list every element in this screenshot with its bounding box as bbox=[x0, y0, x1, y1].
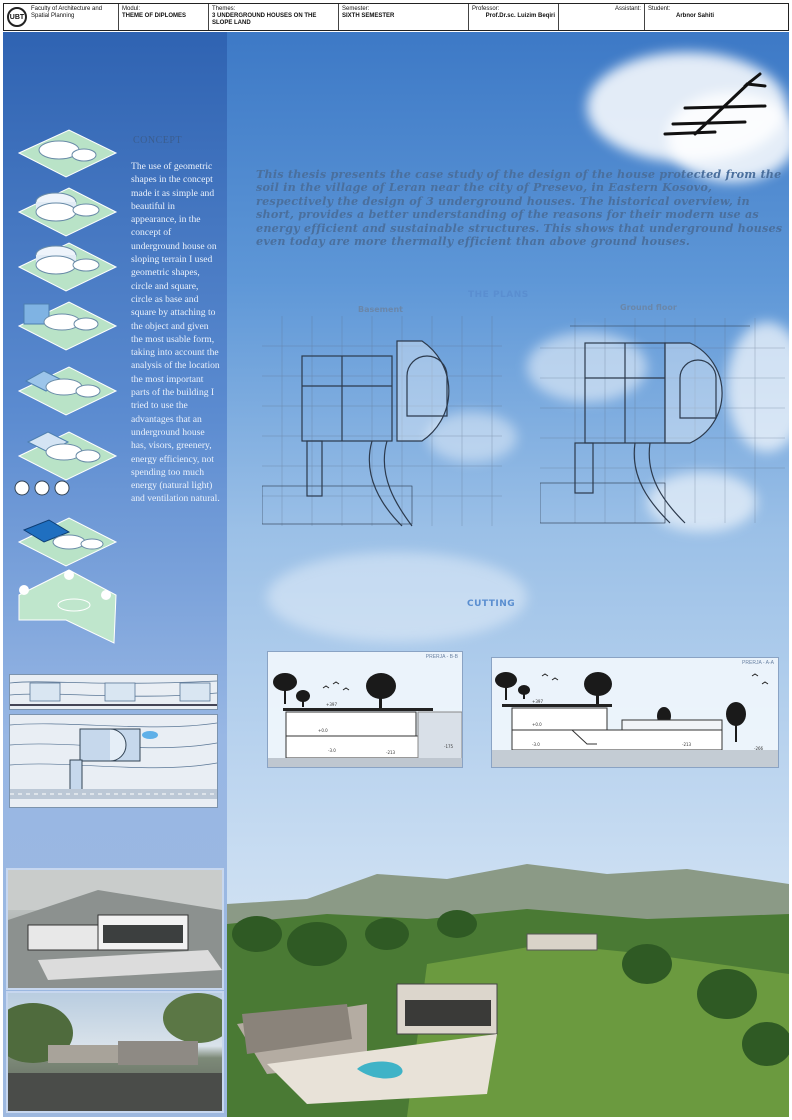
level-marker: -213 bbox=[386, 750, 396, 755]
modul-value: THEME OF DIPLOMES bbox=[122, 13, 187, 19]
concept-diagram-6 bbox=[14, 420, 119, 485]
assistant-label: Assistant: bbox=[614, 6, 641, 12]
level-marker: +0.0 bbox=[532, 722, 542, 727]
cutting-title: CUTTING bbox=[467, 599, 516, 609]
level-marker: -3.0 bbox=[532, 742, 540, 747]
level-marker: -213 bbox=[682, 742, 692, 747]
section-a-a-drawing bbox=[492, 658, 778, 767]
basement-label: Basement bbox=[358, 305, 403, 314]
student-label: Student: bbox=[648, 6, 671, 12]
faculty-name: Faculty of Architecture and Spatial Planning bbox=[31, 6, 103, 19]
section-b-b bbox=[267, 651, 463, 768]
landscape-render-art bbox=[227, 864, 789, 1117]
ground-floor-plan bbox=[540, 318, 785, 528]
basement-plan bbox=[262, 316, 502, 528]
assistant-cell bbox=[559, 4, 645, 30]
concept-text: The use of geometric shapes in the concept made it as simple and beautiful in appearance, in the concept of underground house on sloping terrain I used geometric shapes, circle and square, circle as base and square by attaching to the object and given the most usable form, taking into account the analysis of the location the most important parts of the building I tried to use the advantages that an underground house has, visors, greenery, energy efficiency, not spending too much energy (natural light) and ventilation natural. bbox=[131, 161, 220, 505]
level-marker: -266 bbox=[754, 746, 764, 751]
concept-diagram-1 bbox=[14, 125, 119, 185]
concept-diagram-2 bbox=[14, 180, 119, 240]
landscape-render bbox=[227, 864, 789, 1117]
student-cell bbox=[645, 4, 788, 30]
semester-label: Semester: bbox=[342, 6, 370, 12]
concept-diagram-3 bbox=[14, 235, 119, 295]
professor-cell bbox=[469, 4, 559, 30]
render-grayscale bbox=[6, 868, 224, 990]
themes-cell bbox=[209, 4, 339, 30]
themes-value: 3 UNDERGROUND HOUSES ON THE SLOPE LAND bbox=[212, 13, 317, 26]
concept-diagram-8 bbox=[14, 565, 119, 645]
project-logo-sketch bbox=[655, 72, 775, 142]
level-marker: -3.0 bbox=[328, 748, 336, 753]
professor-value: Prof.Dr.sc. Luizim Beqiri bbox=[485, 13, 555, 19]
section-a-a-label: PRERJA - A-A bbox=[742, 660, 774, 666]
render-color bbox=[6, 991, 224, 1113]
section-b-b-label: PRERJA - B-B bbox=[425, 654, 458, 660]
student-value: Arbnor Sahiti bbox=[676, 13, 715, 19]
university-logo bbox=[7, 7, 27, 27]
site-plan-main-drawing bbox=[10, 715, 217, 807]
section-a-a bbox=[491, 657, 779, 768]
section-b-b-drawing bbox=[268, 652, 462, 767]
semester-cell bbox=[339, 4, 469, 30]
plans-title: THE PLANS bbox=[468, 290, 529, 300]
ground-floor-label: Ground floor bbox=[620, 303, 677, 312]
render-color-art bbox=[8, 993, 222, 1111]
render-grayscale-art bbox=[8, 870, 222, 988]
cloud bbox=[267, 552, 527, 642]
level-marker: -175 bbox=[444, 744, 454, 749]
logo-text: UBT bbox=[9, 13, 25, 21]
site-plan-main bbox=[9, 714, 218, 808]
concept-icons-row bbox=[14, 478, 74, 498]
site-plan-strip bbox=[9, 674, 218, 710]
faculty-cell bbox=[4, 4, 119, 30]
level-marker: +397 bbox=[326, 702, 337, 707]
concept-diagram-4 bbox=[14, 290, 119, 355]
themes-label: Themes: bbox=[212, 6, 236, 12]
title-block bbox=[3, 3, 789, 31]
modul-cell bbox=[119, 4, 209, 30]
level-marker: +397 bbox=[532, 699, 543, 704]
professor-label: Professor: bbox=[472, 6, 500, 12]
concept-title: CONCEPT bbox=[133, 135, 183, 146]
thesis-statement: This thesis presents the case study of the design of the house protected from the soil in the village of Leran near the city of Presevo, in Eastern Kosovo, respectively the design of 3 underground houses. The historical overview, in short, provides a better understanding of the reasons for their modern use as energy efficient and sustainable structures. This shows that underground houses even today are more thermally efficient than above ground houses. bbox=[256, 167, 783, 249]
modul-label: Modul: bbox=[122, 6, 141, 12]
level-marker: +0.0 bbox=[318, 728, 328, 733]
semester-value: SIXTH SEMESTER bbox=[342, 13, 395, 19]
site-plan-strip-drawing bbox=[10, 675, 217, 709]
concept-diagram-5 bbox=[14, 355, 119, 420]
concept-diagram-7 bbox=[14, 510, 119, 570]
